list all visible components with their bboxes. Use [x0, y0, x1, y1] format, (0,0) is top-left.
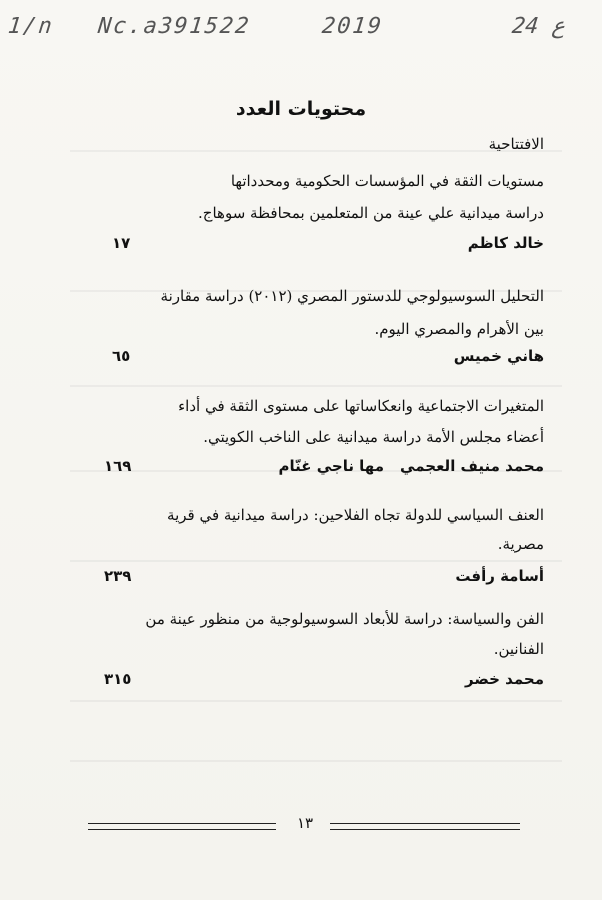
entry-2-title-line-1: التحليل السوسيولوجي للدستور المصري (٢٠١٢) دراسة مقارنة [160, 287, 544, 305]
entry-1-title-line-1: مستويات الثقة في المؤسسات الحكومية ومحدداتها [230, 172, 544, 190]
entry-5-title-line-2: الفنانين. [493, 640, 544, 658]
entry-3-page-number: ١٦٩ [104, 457, 132, 475]
entry-2-author-row [454, 347, 544, 365]
entry-3-author-row-2 [278, 457, 384, 475]
page-title: محتويات العدد [235, 98, 367, 120]
bleed-through-line [70, 700, 562, 702]
entry-1-author-row [468, 234, 544, 252]
entry-4-author: أسامة رأفت [455, 567, 544, 585]
handwritten-mark-right: 24 ع [510, 14, 567, 39]
entry-3-author-row [400, 457, 544, 475]
bleed-through-line [70, 560, 562, 562]
entry-2-title-line-2: بين الأهرام والمصري اليوم. [374, 320, 544, 338]
entry-4-author-row [455, 567, 544, 585]
entry-5-page-number: ٣١٥ [104, 670, 132, 688]
entry-4-title-line-1: العنف السياسي للدولة تجاه الفلاحين: دراسة ميدانية في قرية [167, 506, 544, 524]
entry-5-title-line-1: الفن والسياسة: دراسة للأبعاد السوسيولوجية من منظور عينة من [145, 610, 544, 628]
footer-double-rule-right [330, 823, 520, 830]
entry-5-author-row [465, 670, 544, 688]
footer-double-rule-left [88, 823, 276, 830]
entry-5-author: محمد خضر [465, 670, 544, 688]
entry-2-page-number: ٦٥ [112, 347, 131, 365]
footer-page-number: ١٣ [296, 814, 314, 832]
handwritten-mark-left: 1/n [6, 14, 56, 39]
handwritten-reference-number: Nc.a391522 [96, 14, 252, 39]
opening-heading: الافتتاحية [488, 135, 544, 153]
entry-1-page-number: ١٧ [112, 234, 131, 252]
entry-3-title-line-2: أعضاء مجلس الأمة دراسة ميدانية على الناخب الكويتي. [203, 428, 544, 446]
entry-3-author-1: محمد منيف العجمي [400, 457, 544, 475]
entry-3-title-line-1: المتغيرات الاجتماعية وانعكاساتها على مستوى الثقة في أداء [178, 397, 544, 415]
entry-3-author-2: مها ناجي غنّام [278, 457, 384, 475]
entry-4-page-number: ٢٣٩ [104, 567, 132, 585]
bleed-through-line [70, 385, 562, 387]
entry-1-author: خالد كاظم [467, 234, 544, 252]
entry-1-title-line-2: دراسة ميدانية علي عينة من المتعلمين بمحافظة سوهاج. [198, 204, 544, 222]
entry-4-title-line-2: مصرية. [497, 535, 544, 553]
handwritten-year: 2019 [320, 14, 385, 39]
entry-2-author: هاني خميس [453, 347, 544, 365]
bleed-through-line [70, 760, 562, 762]
